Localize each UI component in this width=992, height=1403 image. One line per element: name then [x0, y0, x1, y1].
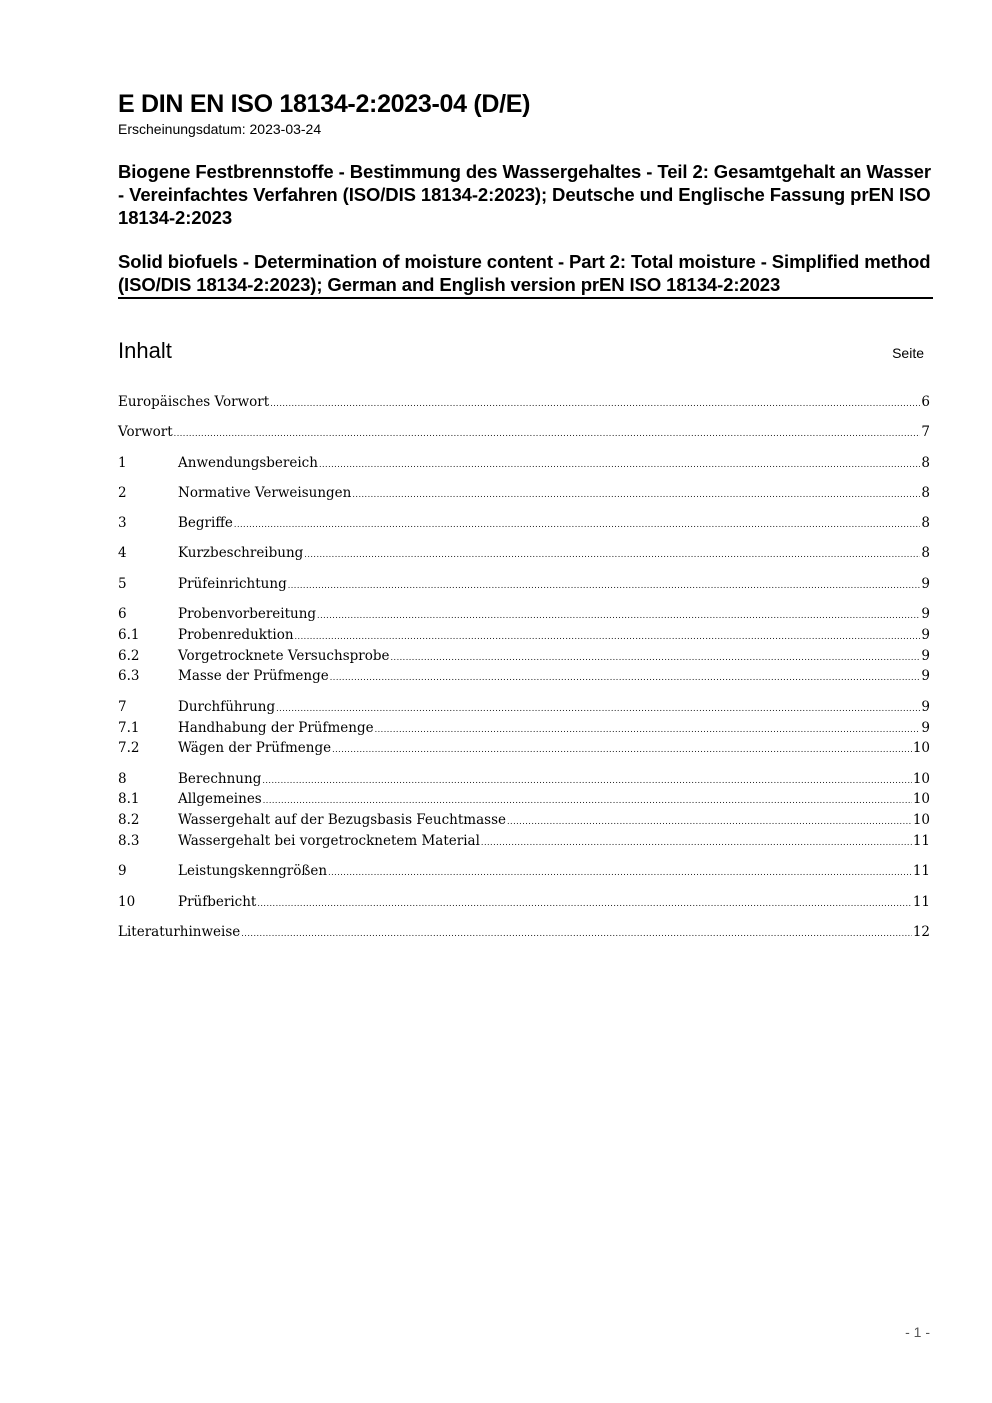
toc-entry[interactable]	[118, 545, 930, 566]
toc-entry-label: Literaturhinweise	[118, 923, 241, 940]
document-header	[118, 88, 933, 299]
toc-entry-page: 7	[921, 424, 930, 441]
toc-entry-page: 12	[912, 923, 930, 940]
toc-entry-page: 8	[921, 515, 930, 532]
toc-entry-label: Prüfbericht	[178, 893, 257, 910]
toc-entry[interactable]	[118, 515, 930, 536]
toc-title: Inhalt	[118, 338, 172, 363]
toc-entry[interactable]	[118, 627, 930, 648]
toc-entry[interactable]	[118, 833, 930, 854]
toc-entry[interactable]	[118, 771, 930, 792]
toc-entry-label: Leistungskenngrößen	[178, 863, 328, 880]
toc-leader-dots	[328, 868, 912, 877]
toc-entry-number: 4	[118, 545, 127, 562]
toc-entry-number: 8.2	[118, 812, 140, 829]
toc-entry-page: 9	[921, 647, 930, 664]
toc-leader-dots	[295, 632, 921, 641]
toc-entry[interactable]	[118, 894, 930, 915]
toc-entry-number: 8	[118, 770, 127, 787]
toc-leader-dots	[319, 460, 920, 469]
toc-leader-dots	[317, 611, 920, 620]
toc-entry-number: 8.1	[118, 791, 140, 808]
toc-entry-page: 10	[912, 791, 930, 808]
toc-entry-label: Wägen der Prüfmenge	[178, 740, 332, 757]
toc-entry-page: 9	[921, 575, 930, 592]
toc-leader-dots	[241, 929, 912, 938]
toc-leader-dots	[390, 653, 920, 662]
toc-entry-number: 3	[118, 515, 127, 532]
title-german: Biogene Festbrennstoffe - Bestimmung des Wassergehaltes - Teil 2: Gesamtgehalt an Wasser - Vereinfachtes Verfahren (ISO/DIS 18134-2:2023); Deutsche und Englische Fassung prEN ISO 18134-2:2023	[118, 161, 931, 228]
toc-leader-dots	[330, 673, 921, 682]
toc-entry[interactable]	[118, 720, 930, 741]
title-english: Solid biofuels - Determination of moisture content - Part 2: Total moisture - Simplified method (ISO/DIS 18134-2:2023); German and English version prEN ISO 18134-2:2023	[118, 250, 933, 299]
toc-leader-dots	[262, 776, 911, 785]
toc-entry-number: 6.2	[118, 647, 140, 664]
toc-entry[interactable]	[118, 455, 930, 476]
toc-entry-label: Normative Verweisungen	[178, 484, 352, 501]
toc-entry-number: 8.3	[118, 833, 140, 850]
toc-entry-label: Handhabung der Prüfmenge	[178, 719, 374, 736]
toc-leader-dots	[332, 745, 912, 754]
toc-entry-page: 9	[921, 719, 930, 736]
publication-date: Erscheinungsdatum: 2023-03-24	[118, 121, 322, 137]
toc-entry-page: 9	[921, 626, 930, 643]
toc-leader-dots	[257, 899, 912, 908]
toc-entry-number: 2	[118, 484, 127, 501]
toc-entry[interactable]	[118, 394, 930, 415]
toc-entry[interactable]	[118, 812, 930, 833]
toc-entry-page: 8	[921, 545, 930, 562]
toc-entry-number: 5	[118, 575, 127, 592]
toc-entry-label: Begriffe	[178, 515, 233, 532]
toc-entry-label: Anwendungsbereich	[178, 454, 318, 471]
toc-entry-label: Prüfeinrichtung	[178, 575, 287, 592]
toc-entry[interactable]	[118, 668, 930, 689]
toc-entry-label: Berechnung	[178, 770, 262, 787]
toc-entry[interactable]	[118, 863, 930, 884]
toc-leader-dots	[481, 838, 912, 847]
toc-leader-dots	[263, 796, 912, 805]
toc-leader-dots	[276, 704, 920, 713]
toc-page-label: Seite	[892, 345, 924, 361]
toc-entry-number: 1	[118, 454, 127, 471]
toc-entry-page: 9	[921, 668, 930, 685]
toc-entry[interactable]	[118, 424, 930, 445]
toc-entry-page: 8	[921, 484, 930, 501]
toc-entry-page: 10	[912, 740, 930, 757]
table-of-contents	[118, 394, 930, 945]
toc-leader-dots	[288, 581, 921, 590]
toc-entry[interactable]	[118, 924, 930, 945]
toc-entry-page: 9	[921, 698, 930, 715]
toc-entry[interactable]	[118, 791, 930, 812]
toc-entry[interactable]	[118, 485, 930, 506]
toc-entry-number: 10	[118, 893, 136, 910]
toc-leader-dots	[352, 490, 920, 499]
toc-entry-page: 11	[912, 893, 930, 910]
toc-leader-dots	[234, 520, 921, 529]
toc-entry-page: 11	[912, 833, 930, 850]
toc-leader-dots	[174, 429, 921, 438]
toc-entry-number: 6.1	[118, 626, 140, 643]
toc-leader-dots	[507, 817, 912, 826]
toc-leader-dots	[270, 399, 920, 408]
toc-leader-dots	[375, 725, 921, 734]
toc-heading-row	[118, 338, 930, 368]
toc-entry-number: 7.1	[118, 719, 140, 736]
toc-entry-label: Kurzbeschreibung	[178, 545, 304, 562]
toc-entry-page: 10	[912, 770, 930, 787]
toc-entry-page: 9	[921, 606, 930, 623]
toc-entry[interactable]	[118, 699, 930, 720]
toc-entry-page: 6	[921, 394, 930, 410]
toc-entry-number: 9	[118, 863, 127, 880]
toc-entry[interactable]	[118, 740, 930, 761]
toc-entry-number: 6.3	[118, 668, 140, 685]
toc-entry-page: 10	[912, 812, 930, 829]
toc-entry[interactable]	[118, 648, 930, 669]
toc-entry-label: Vorwort	[118, 424, 173, 441]
toc-leader-dots	[304, 550, 920, 559]
toc-entry-number: 6	[118, 606, 127, 623]
toc-entry-label: Allgemeines	[178, 791, 262, 808]
document-id: E DIN EN ISO 18134-2:2023-04 (D/E)	[118, 90, 531, 118]
toc-entry[interactable]	[118, 606, 930, 627]
toc-entry[interactable]	[118, 576, 930, 597]
toc-entry-label: Durchführung	[178, 698, 276, 715]
toc-entry-number: 7	[118, 698, 127, 715]
toc-entry-page: 11	[912, 863, 930, 880]
toc-entry-page: 8	[921, 454, 930, 471]
toc-entry-label: Masse der Prüfmenge	[178, 668, 329, 685]
toc-entry-label: Probenreduktion	[178, 626, 294, 643]
toc-entry-number: 7.2	[118, 740, 140, 757]
toc-entry-label: Vorgetrocknete Versuchsprobe	[178, 647, 390, 664]
toc-entry-label: Probenvorbereitung	[178, 606, 317, 623]
toc-entry-label: Europäisches Vorwort	[118, 394, 270, 410]
toc-entry-label: Wassergehalt bei vorgetrocknetem Material	[178, 833, 480, 850]
toc-entry-label: Wassergehalt auf der Bezugsbasis Feuchtmasse	[178, 812, 506, 829]
page-number: - 1 -	[905, 1324, 930, 1340]
